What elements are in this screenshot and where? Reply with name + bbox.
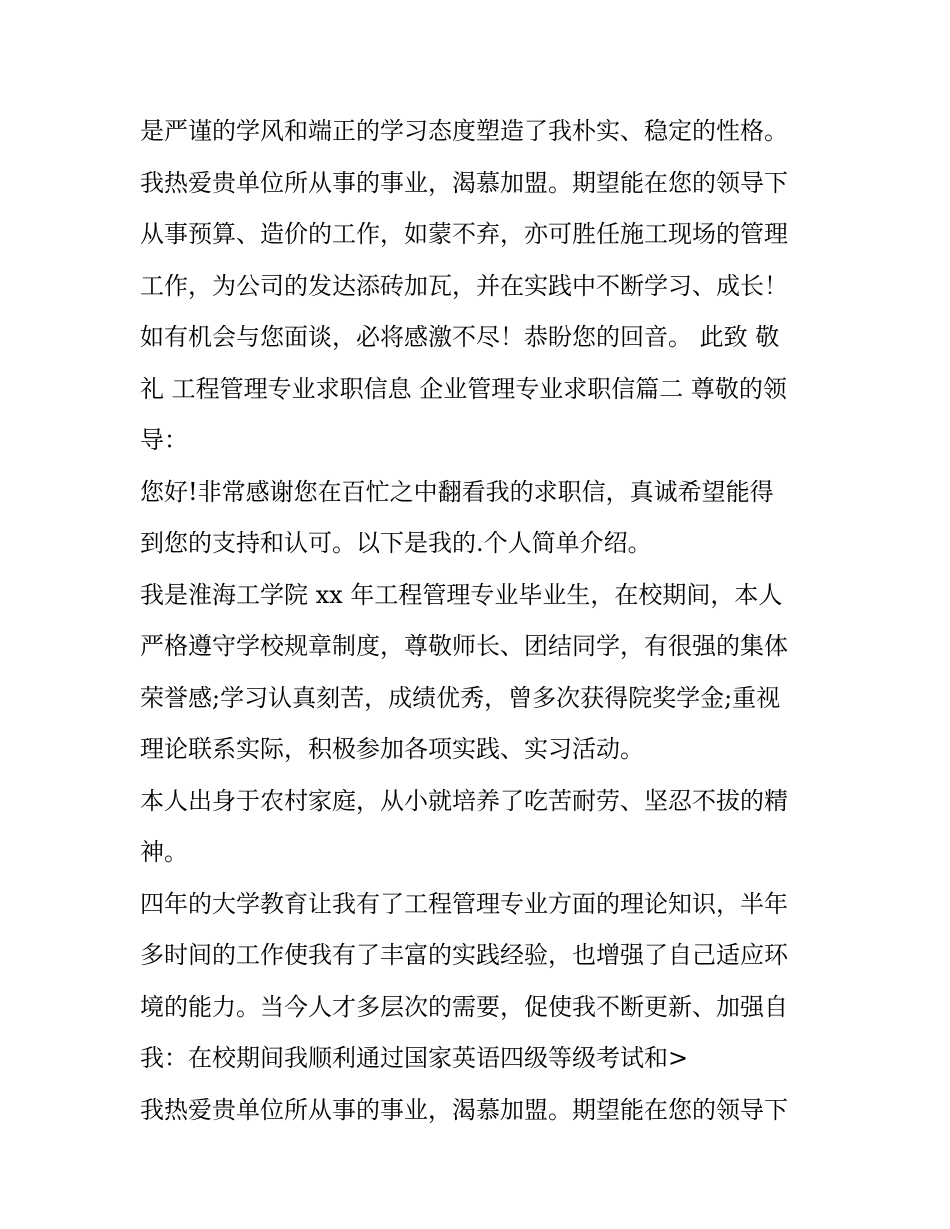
text-line: 我热爱贵单位所从事的事业，渴慕加盟。期望能在您的领导下	[140, 168, 788, 197]
text-line: 是严谨的学风和端正的学习态度塑造了我朴实、稳定的性格。	[140, 117, 788, 145]
text-line: 工作，为公司的发达添砖加瓦，并在实践中不断学习、成长！	[140, 271, 788, 300]
text-line: 我：在校期间我顺利通过国家英语四级等级考试和>	[140, 1044, 689, 1072]
text-line: 四年的大学教育让我有了工程管理专业方面的理论知识，半年	[140, 889, 788, 918]
text-line: 本人出身于农村家庭，从小就培养了吃苦耐劳、坚忍不拔的精	[140, 786, 788, 815]
text-line: 礼 工程管理专业求职信息 企业管理专业求职信篇二 尊敬的领	[140, 374, 787, 403]
text-line: 您好!非常感谢您在百忙之中翻看我的求职信，真诚希望能得	[140, 477, 774, 506]
text-line: 理论联系实际，积极参加各项实践、实习活动。	[140, 735, 644, 763]
text-line: 境的能力。当今人才多层次的需要，促使我不断更新、加强自	[140, 992, 788, 1021]
text-line: 多时间的工作使我有了丰富的实践经验，也增强了自己适应环	[140, 941, 788, 969]
text-line: 我热爱贵单位所从事的事业，渴慕加盟。期望能在您的领导下	[140, 1095, 788, 1124]
text-line: 严格遵守学校规章制度，尊敬师长、团结同学，有很强的集体	[140, 632, 788, 660]
text-line: 荣誉感;学习认真刻苦，成绩优秀，曾多次获得院奖学金;重视	[140, 683, 781, 712]
text-line: 到您的支持和认可。以下是我的.个人简单介绍。	[140, 529, 652, 557]
text-line: 从事预算、造价的工作，如蒙不弃，亦可胜任施工现场的管理	[140, 220, 788, 248]
text-line: 如有机会与您面谈，必将感激不尽！恭盼您的回音。 此致 敬	[140, 323, 780, 351]
text-line: 我是淮海工学院 xx 年工程管理专业毕业生，在校期间，本人	[140, 580, 783, 609]
text-line: 导：	[140, 426, 188, 454]
document-body	[140, 106, 820, 1136]
text-line: 神。	[140, 838, 188, 866]
